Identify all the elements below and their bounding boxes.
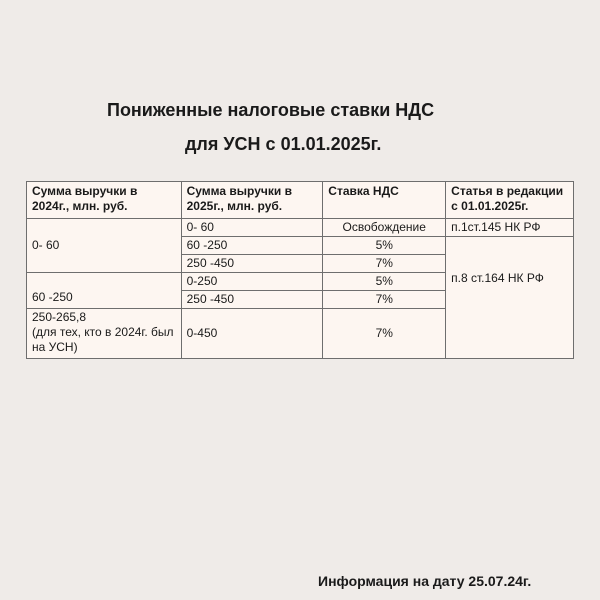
cell-revenue-2024: 250-265,8 (для тех, кто в 2024г. был на УСН) — [27, 309, 182, 359]
header-article: Статья в редакции с 01.01.2025г. — [446, 182, 574, 219]
page-subtitle: для УСН с 01.01.2025г. — [185, 134, 382, 154]
cell-revenue-2025: 0- 60 — [181, 219, 323, 237]
cell-revenue-2025: 0-450 — [181, 309, 323, 359]
header-vat-rate: Ставка НДС — [323, 182, 446, 219]
table-row — [27, 219, 574, 237]
cell-vat-rate: 5% — [323, 273, 446, 291]
cell-revenue-2025: 0-250 — [181, 273, 323, 291]
cell-revenue-2025: 60 -250 — [181, 237, 323, 255]
page-title: Пониженные налоговые ставки НДС — [107, 100, 435, 120]
cell-vat-rate: 7% — [323, 291, 446, 309]
cell-article: п.1ст.145 НК РФ — [446, 219, 574, 237]
cell-revenue-2024: 0- 60 — [27, 219, 182, 273]
cell-vat-rate: 5% — [323, 237, 446, 255]
header-revenue-2024: Сумма выручки в 2024г., млн. руб. — [27, 182, 182, 219]
cell-vat-rate: Освобождение — [323, 219, 446, 237]
cell-vat-rate: 7% — [323, 309, 446, 359]
cell-vat-rate: 7% — [323, 255, 446, 273]
date-note: Информация на дату 25.07.24г. — [318, 573, 532, 589]
cell-article-shared: п.8 ст.164 НК РФ — [446, 237, 574, 359]
header-revenue-2025: Сумма выручки в 2025г., млн. руб. — [181, 182, 323, 219]
cell-revenue-2024: 60 -250 — [27, 273, 182, 309]
table-header-row — [27, 182, 574, 219]
cell-revenue-2025: 250 -450 — [181, 255, 323, 273]
cell-revenue-2025: 250 -450 — [181, 291, 323, 309]
vat-rates-table — [26, 181, 574, 359]
